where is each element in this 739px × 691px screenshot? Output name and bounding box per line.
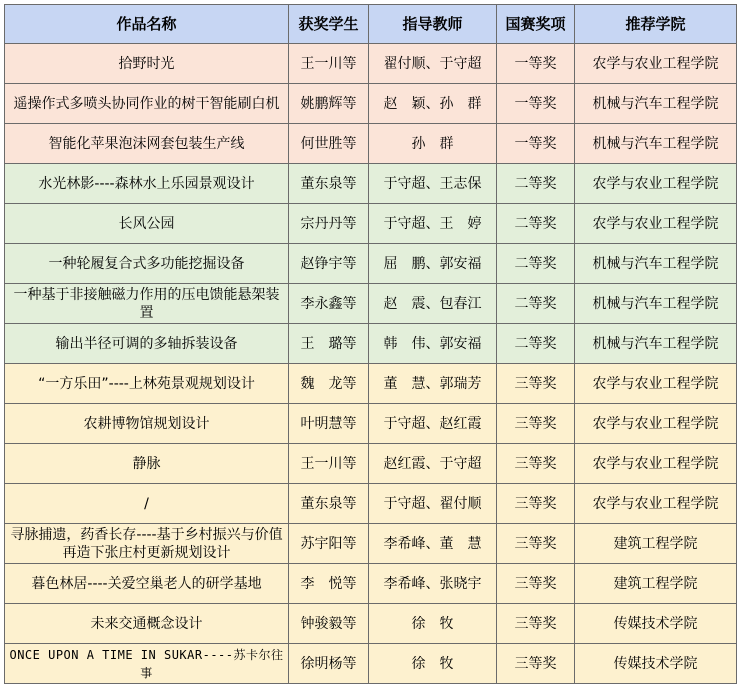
- work-name-cell: /: [5, 484, 289, 524]
- teacher-cell: 赵红霞、于守超: [369, 444, 497, 484]
- award-cell: 三等奖: [497, 444, 575, 484]
- teacher-cell: 于守超、王志保: [369, 164, 497, 204]
- teacher-cell: 李希峰、董 慧: [369, 524, 497, 564]
- table-row: [5, 284, 737, 324]
- table-row: [5, 244, 737, 284]
- student-cell: 董东泉等: [289, 164, 369, 204]
- award-cell: 三等奖: [497, 644, 575, 684]
- work-name-cell: 寻脉捕遗，药香长存----基于乡村振兴与价值再造下张庄村更新规划设计: [5, 524, 289, 564]
- teacher-cell: 翟付顺、于守超: [369, 44, 497, 84]
- header-award: 国赛奖项: [497, 5, 575, 44]
- award-cell: 一等奖: [497, 44, 575, 84]
- table-row: [5, 644, 737, 684]
- work-name-cell: 遥操作式多喷头协同作业的树干智能刷白机: [5, 84, 289, 124]
- student-cell: 何世胜等: [289, 124, 369, 164]
- table-row: [5, 604, 737, 644]
- teacher-cell: 于守超、赵红霞: [369, 404, 497, 444]
- college-cell: 建筑工程学院: [575, 524, 737, 564]
- work-name-cell: 长风公园: [5, 204, 289, 244]
- work-name-cell: 智能化苹果泡沫网套包装生产线: [5, 124, 289, 164]
- award-cell: 二等奖: [497, 164, 575, 204]
- table-row: [5, 84, 737, 124]
- teacher-cell: 徐 牧: [369, 604, 497, 644]
- teacher-cell: 于守超、王 婷: [369, 204, 497, 244]
- college-cell: 机械与汽车工程学院: [575, 284, 737, 324]
- work-name-cell: 农耕博物馆规划设计: [5, 404, 289, 444]
- student-cell: 董东泉等: [289, 484, 369, 524]
- college-cell: 农学与农业工程学院: [575, 204, 737, 244]
- student-cell: 苏宇阳等: [289, 524, 369, 564]
- college-cell: 农学与农业工程学院: [575, 164, 737, 204]
- table-body: [5, 44, 737, 684]
- table-row: [5, 484, 737, 524]
- award-cell: 一等奖: [497, 84, 575, 124]
- teacher-cell: 孙 群: [369, 124, 497, 164]
- awards-table: [4, 4, 737, 684]
- student-cell: 赵铮宇等: [289, 244, 369, 284]
- college-cell: 机械与汽车工程学院: [575, 124, 737, 164]
- work-name-cell: 一种轮履复合式多功能挖掘设备: [5, 244, 289, 284]
- college-cell: 农学与农业工程学院: [575, 444, 737, 484]
- work-name-cell: 静脉: [5, 444, 289, 484]
- award-cell: 三等奖: [497, 604, 575, 644]
- table-row: [5, 324, 737, 364]
- college-cell: 建筑工程学院: [575, 564, 737, 604]
- college-cell: 传媒技术学院: [575, 604, 737, 644]
- work-name-cell: ONCE UPON A TIME IN SUKAR----苏卡尔往事: [5, 644, 289, 684]
- work-name-cell: 暮色林居----关爱空巢老人的研学基地: [5, 564, 289, 604]
- college-cell: 农学与农业工程学院: [575, 404, 737, 444]
- college-cell: 机械与汽车工程学院: [575, 324, 737, 364]
- awards-table-container: [4, 4, 737, 684]
- teacher-cell: 徐 牧: [369, 644, 497, 684]
- award-cell: 三等奖: [497, 404, 575, 444]
- table-row: [5, 164, 737, 204]
- college-cell: 机械与汽车工程学院: [575, 244, 737, 284]
- table-row: [5, 44, 737, 84]
- table-row: [5, 124, 737, 164]
- table-header: [5, 5, 737, 44]
- work-name-cell: 未来交通概念设计: [5, 604, 289, 644]
- header-row: [5, 5, 737, 44]
- award-cell: 二等奖: [497, 244, 575, 284]
- table-row: [5, 404, 737, 444]
- table-row: [5, 564, 737, 604]
- table-row: [5, 204, 737, 244]
- student-cell: 魏 龙等: [289, 364, 369, 404]
- teacher-cell: 董 慧、郭瑞芳: [369, 364, 497, 404]
- teacher-cell: 屈 鹏、郭安福: [369, 244, 497, 284]
- student-cell: 李永鑫等: [289, 284, 369, 324]
- award-cell: 二等奖: [497, 324, 575, 364]
- award-cell: 二等奖: [497, 284, 575, 324]
- work-name-cell: 输出半径可调的多轴拆装设备: [5, 324, 289, 364]
- table-row: [5, 364, 737, 404]
- college-cell: 农学与农业工程学院: [575, 364, 737, 404]
- college-cell: 传媒技术学院: [575, 644, 737, 684]
- header-teacher: 指导教师: [369, 5, 497, 44]
- student-cell: 王一川等: [289, 44, 369, 84]
- header-work-name: 作品名称: [5, 5, 289, 44]
- award-cell: 一等奖: [497, 124, 575, 164]
- work-name-cell: 一种基于非接触磁力作用的压电馈能悬架装置: [5, 284, 289, 324]
- student-cell: 姚鹏辉等: [289, 84, 369, 124]
- table-row: [5, 444, 737, 484]
- work-name-cell: “一方乐田”----上林苑景观规划设计: [5, 364, 289, 404]
- student-cell: 王一川等: [289, 444, 369, 484]
- award-cell: 三等奖: [497, 564, 575, 604]
- award-cell: 三等奖: [497, 484, 575, 524]
- teacher-cell: 赵 震、包春江: [369, 284, 497, 324]
- teacher-cell: 李希峰、张晓宇: [369, 564, 497, 604]
- header-student: 获奖学生: [289, 5, 369, 44]
- student-cell: 宗丹丹等: [289, 204, 369, 244]
- teacher-cell: 于守超、翟付顺: [369, 484, 497, 524]
- table-row: [5, 524, 737, 564]
- student-cell: 叶明慧等: [289, 404, 369, 444]
- student-cell: 王 璐等: [289, 324, 369, 364]
- college-cell: 机械与汽车工程学院: [575, 84, 737, 124]
- teacher-cell: 赵 颖、孙 群: [369, 84, 497, 124]
- student-cell: 徐明杨等: [289, 644, 369, 684]
- student-cell: 钟骏毅等: [289, 604, 369, 644]
- college-cell: 农学与农业工程学院: [575, 484, 737, 524]
- award-cell: 二等奖: [497, 204, 575, 244]
- award-cell: 三等奖: [497, 364, 575, 404]
- work-name-cell: 水光林影----森林水上乐园景观设计: [5, 164, 289, 204]
- work-name-cell: 拾野时光: [5, 44, 289, 84]
- header-college: 推荐学院: [575, 5, 737, 44]
- award-cell: 三等奖: [497, 524, 575, 564]
- student-cell: 李 悦等: [289, 564, 369, 604]
- college-cell: 农学与农业工程学院: [575, 44, 737, 84]
- teacher-cell: 韩 伟、郭安福: [369, 324, 497, 364]
